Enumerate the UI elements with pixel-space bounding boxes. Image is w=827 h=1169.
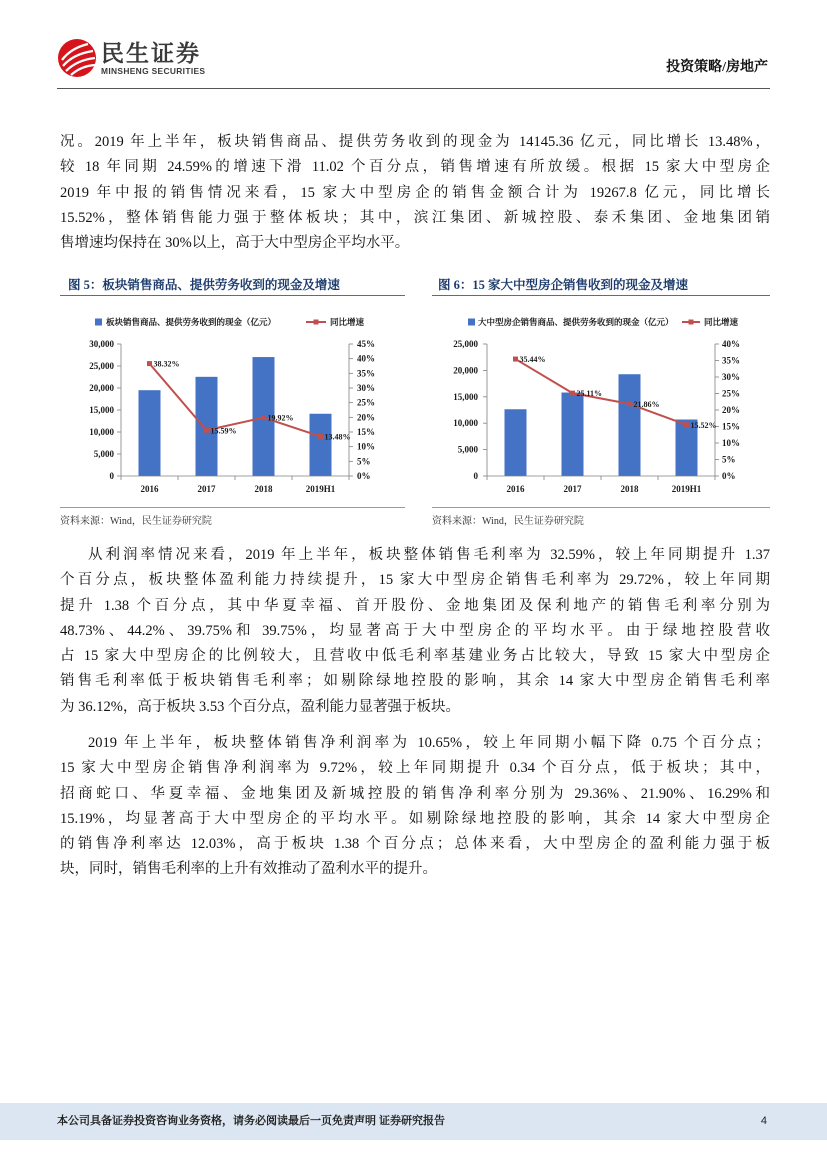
figure-6-divider (432, 507, 770, 508)
page-number: 4 (760, 1115, 767, 1127)
y2-tick-label: 45% (357, 339, 375, 349)
figure-5-title: 图 5：板块销售商品、提供劳务收到的现金及增速 (60, 276, 405, 296)
body-paragraph-2 (60, 543, 770, 720)
y-tick-label: 10,000 (89, 427, 114, 437)
x-tick-label-2016: 2016 (140, 484, 159, 494)
data-label-2017: 25.11% (576, 389, 603, 399)
figure-5-divider (60, 507, 405, 508)
brand-name-cn: 民生证券 (101, 40, 201, 66)
y2-tick-label: 5% (357, 456, 371, 467)
y2-tick-label: 35% (722, 355, 740, 366)
growth-point-2019H1 (684, 422, 689, 427)
legend-line-marker (314, 320, 319, 325)
data-label-2018: 19.92% (267, 413, 294, 423)
paragraph-line: 提升 1.38 个百分点，其中华夏幸福、首开股份、金地集团及保利地产的销售毛利率分别为 (60, 597, 770, 614)
data-label-2019H1: 13.48% (324, 432, 351, 442)
paragraph-line: 2019 年中报的销售情况来看，15 家大中型房企的销售金额合计为 19267.8 亿元，同比增长 (60, 184, 770, 201)
legend-bar-label: 大中型房企销售商品、提供劳务收到的现金（亿元） (478, 317, 674, 327)
footer-disclaimer: 本公司具备证券投资咨询业务资格，请务必阅读最后一页免责声明 证券研究报告 (57, 1115, 446, 1127)
y-tick-label: 20,000 (453, 365, 478, 376)
y2-tick-label: 35% (357, 368, 375, 379)
figure-6-chart (430, 305, 775, 500)
x-tick-label-2016: 2016 (506, 484, 525, 494)
bar-2019H1 (310, 414, 332, 476)
y-tick-label: 30,000 (89, 339, 114, 349)
bar-2017 (562, 393, 584, 476)
y2-tick-label: 40% (357, 353, 375, 364)
paragraph-line: 的销售净利率达 12.03%，高于板块 1.38 个百分点；总体来看，大中型房企的盈利能力强于板 (60, 836, 770, 853)
paragraph-line: 占 15 家大中型房企的比例较大，且营收中低毛利率基建业务占比较大，导致 15 家大中型房企 (60, 648, 770, 665)
data-label-2018: 21.86% (633, 399, 660, 409)
y2-tick-label: 20% (722, 405, 740, 415)
legend-bar-swatch (95, 319, 102, 326)
y2-tick-label: 10% (357, 441, 375, 452)
y2-tick-label: 30% (722, 372, 740, 382)
growth-point-2018 (627, 401, 632, 406)
y2-tick-label: 20% (357, 412, 375, 423)
y2-tick-label: 10% (722, 438, 740, 448)
paragraph-line: 从利润率情况来看，2019 年上半年，板块整体销售毛利率为 32.59%，较上年同期提升 1.37 (88, 547, 770, 563)
brand-name-en: MINSHENG SECURITIES (101, 66, 206, 76)
legend-line-label: 同比增速 (330, 317, 365, 327)
bar-2018 (619, 374, 641, 476)
legend-line-marker (689, 320, 694, 325)
growth-point-2016 (147, 361, 152, 366)
y-tick-label: 0 (109, 471, 114, 481)
minsheng-logo-icon (57, 38, 97, 78)
y-tick-label: 25,000 (453, 339, 478, 349)
paragraph-line: 为 36.12%，高于板块 3.53 个百分点，盈利能力显著强于板块。 (60, 698, 460, 715)
y2-tick-label: 30% (357, 383, 375, 393)
legend-line-label: 同比增速 (704, 317, 739, 327)
data-label-2019H1: 15.52% (690, 420, 717, 430)
x-tick-label-2017: 2017 (563, 484, 582, 494)
body-paragraph-3 (60, 731, 770, 883)
bar-2016 (139, 390, 161, 476)
report-category: 投资策略/房地产 (666, 60, 768, 75)
figure-5-source: 资料来源：Wind，民生证券研究院 (60, 516, 212, 527)
x-tick-label-2017: 2017 (197, 484, 216, 494)
header-divider (57, 88, 770, 89)
y-tick-label: 20,000 (89, 383, 114, 393)
paragraph-line: 销售毛利率低于板块销售毛利率；如剔除绿地控股的影响，其余 14 家大中型房企销售毛利率 (60, 673, 770, 690)
y2-tick-label: 5% (722, 454, 736, 465)
growth-point-2018 (261, 415, 266, 420)
paragraph-line: 15 家大中型房企销售净利润率为 9.72%，较上年同期提升 0.34 个百分点，低于板块；其中， (60, 760, 770, 777)
paragraph-line: 15.52%，整体销售能力强于整体板块；其中，滨江集团、新城控股、泰禾集团、金地集团销 (60, 209, 770, 226)
y-tick-label: 0 (473, 471, 478, 481)
body-paragraph-1 (60, 130, 770, 256)
y-tick-label: 10,000 (453, 418, 478, 429)
y-tick-label: 15,000 (453, 391, 478, 402)
growth-point-2017 (204, 428, 209, 433)
y2-tick-label: 0% (722, 471, 736, 481)
y2-tick-label: 15% (357, 427, 375, 437)
paragraph-line: 招商蛇口、华夏幸福、金地集团及新城控股的销售净利率分别为 29.36%、21.90%、16.29%和 (60, 785, 770, 802)
y-tick-label: 15,000 (89, 405, 114, 415)
legend-bar-label: 板块销售商品、提供劳务收到的现金（亿元） (106, 317, 277, 327)
paragraph-line: 较 18 年同期 24.59%的增速下滑 11.02 个百分点，销售增速有所放缓。根据 15 家大中型房企 (60, 159, 770, 176)
figure-6-source: 资料来源：Wind，民生证券研究院 (432, 516, 584, 527)
data-label-2016: 38.32% (153, 359, 180, 369)
paragraph-line: 个百分点，板块整体盈利能力持续提升，15 家大中型房企销售毛利率为 29.72%，较上年同期 (60, 572, 770, 589)
paragraph-line: 48.73%、44.2%、39.75%和 39.75%，均显著高于大中型房企的平均水平。由于绿地控股营收 (60, 622, 770, 639)
growth-point-2019H1 (318, 434, 323, 439)
y-tick-label: 5,000 (457, 444, 478, 455)
x-tick-label-2018: 2018 (620, 484, 639, 494)
paragraph-line: 15.19%，均显著高于大中型房企的平均水平。如剔除绿地控股的影响，其余 14 家大中型房企 (60, 810, 770, 827)
x-tick-label-2019H1: 2019H1 (305, 484, 336, 494)
bar-2016 (505, 409, 527, 476)
x-tick-label-2018: 2018 (254, 484, 273, 494)
data-label-2016: 35.44% (519, 355, 546, 365)
growth-point-2016 (513, 357, 518, 362)
paragraph-line: 2019 年上半年，板块整体销售净利润率为 10.65%，较上年同期小幅下降 0.75 个百分点； (88, 735, 770, 751)
y2-tick-label: 15% (722, 421, 740, 432)
figure-6-title: 图 6：15 家大中型房企销售收到的现金及增速 (432, 276, 770, 296)
data-label-2017: 15.59% (210, 426, 237, 436)
y2-tick-label: 25% (357, 397, 375, 408)
growth-point-2017 (570, 391, 575, 396)
y-tick-label: 25,000 (89, 361, 114, 371)
paragraph-line: 售增速均保持在 30%以上，高于大中型房企平均水平。 (60, 235, 410, 252)
paragraph-line: 块，同时，销售毛利率的上升有效推动了盈利水平的提升。 (60, 861, 437, 878)
y2-tick-label: 40% (722, 339, 740, 349)
figure-5-chart (60, 305, 410, 500)
y2-tick-label: 0% (357, 471, 371, 481)
x-tick-label-2019H1: 2019H1 (671, 484, 702, 494)
y-tick-label: 5,000 (93, 449, 114, 459)
y2-tick-label: 25% (722, 388, 740, 399)
paragraph-line: 况。2019 年上半年，板块销售商品、提供劳务收到的现金为 14145.36 亿元，同比增长 13.48%， (60, 134, 770, 150)
legend-bar-swatch (468, 319, 475, 326)
